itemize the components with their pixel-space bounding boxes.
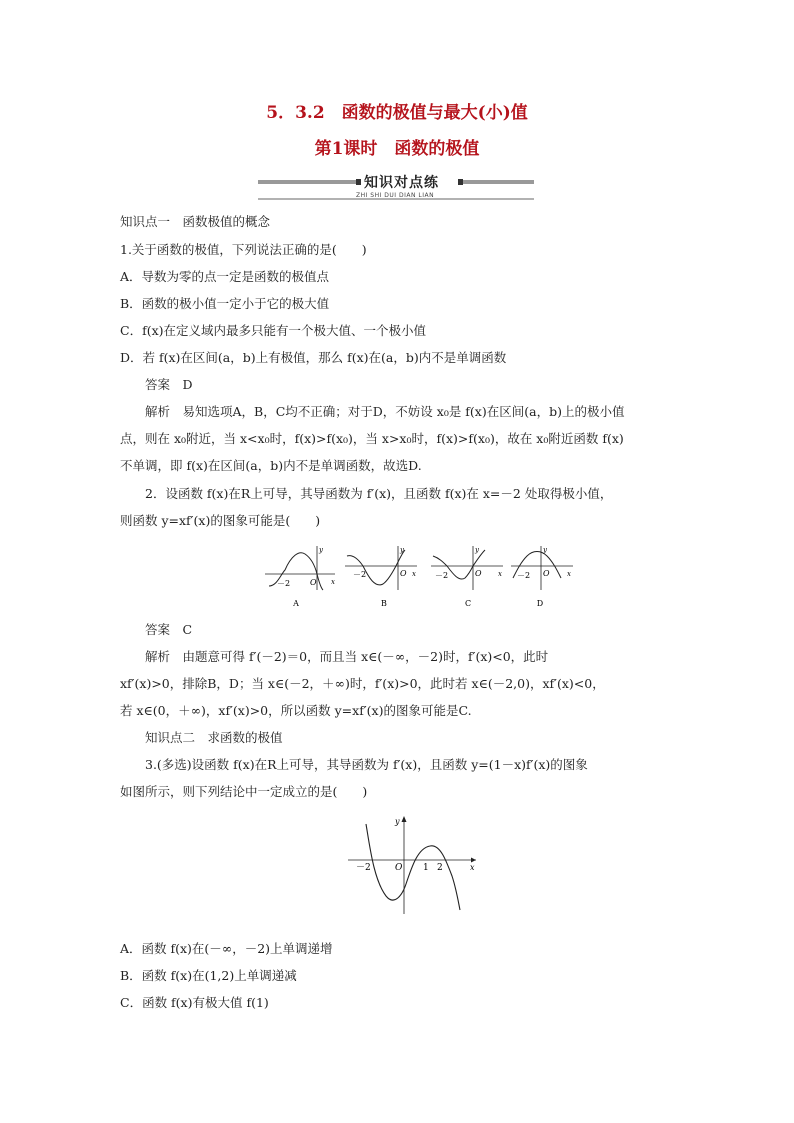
graph-b-origin-label: O bbox=[400, 569, 407, 578]
q3-origin-label: O bbox=[395, 863, 403, 873]
graph-a-x-label: x bbox=[331, 578, 335, 586]
q2-stem-line2: 则函数 y=xf′(x)的图象可能是( ) bbox=[120, 513, 321, 528]
graph-c-x-label: x bbox=[498, 570, 502, 578]
q3-option-b: B．函数 f(x)在(1,2)上单调递减 bbox=[120, 968, 297, 983]
graph-a-origin-label: O bbox=[310, 578, 317, 587]
graph-c bbox=[431, 546, 503, 590]
graph-c-origin-label: O bbox=[475, 569, 482, 578]
graph-a-y-label: y bbox=[319, 546, 323, 554]
knowledge-point-2: 知识点二 求函数的极值 bbox=[145, 730, 283, 745]
q3-one-label: 1 bbox=[423, 863, 429, 873]
graph-b-x-label: x bbox=[412, 570, 416, 578]
graph-b-neg2-label: －2 bbox=[353, 570, 367, 579]
page-subtitle: 第1课时 函数的极值 bbox=[314, 139, 480, 159]
graph-a-neg2-label: －2 bbox=[277, 579, 291, 588]
q3-y-label: y bbox=[395, 817, 400, 826]
q1-answer: 答案 D bbox=[145, 377, 193, 392]
graph-b-caption: B bbox=[381, 599, 387, 608]
graph-c-caption: C bbox=[464, 599, 472, 608]
section-banner bbox=[258, 172, 534, 202]
q1-option-b: B．函数的极小值一定小于它的极大值 bbox=[120, 296, 330, 311]
q1-explanation-line2: 点，则在 x₀附近，当 x<x₀时，f(x)>f(x₀)，当 x>x₀时，f(x)>f(x₀)，故在 x₀附近函数 f(x) bbox=[120, 431, 624, 446]
q1-stem: 1.关于函数的极值，下列说法正确的是( ) bbox=[120, 242, 367, 257]
q2-explanation-line1: 解析 由题意可得 f′(－2)＝0，而且当 x∈(－∞，－2)时，f′(x)<0，此时 bbox=[145, 649, 549, 664]
graph-a-caption: A bbox=[293, 599, 299, 608]
graph-d-neg2-label: －2 bbox=[517, 571, 531, 580]
q1-explanation-line1: 解析 易知选项A，B，C均不正确；对于D，不妨设 x₀是 f(x)在区间(a，b)上的极小值 bbox=[145, 404, 625, 419]
graph-c-neg2-label: －2 bbox=[435, 571, 449, 580]
q3-stem-line1: 3.(多选)设函数 f(x)在R上可导，其导函数为 f′(x)，且函数 y=(1－x)f′(x)的图象 bbox=[145, 757, 588, 772]
graph-a bbox=[265, 546, 335, 590]
page-title: 5．3.2 函数的极值与最大(小)值 bbox=[266, 103, 528, 123]
q1-explanation-line3: 不单调，即 f(x)在区间(a，b)内不是单调函数，故选D. bbox=[120, 458, 422, 473]
q2-stem-line1: 2．设函数 f(x)在R上可导，其导函数为 f′(x)，且函数 f(x)在 x=－2 处取得极小值， bbox=[145, 486, 613, 501]
q1-option-a: A．导数为零的点一定是函数的极值点 bbox=[120, 269, 330, 284]
graph-b-y-label: y bbox=[400, 546, 404, 554]
q3-option-c: C．函数 f(x)有极大值 f(1) bbox=[120, 995, 269, 1010]
q2-explanation-line3: 若 x∈(0，＋∞)，xf′(x)>0，所以函数 y=xf′(x)的图象可能是C. bbox=[120, 703, 472, 718]
graph-d-x-label: x bbox=[567, 570, 571, 578]
q3-stem-line2: 如图所示，则下列结论中一定成立的是( ) bbox=[120, 784, 368, 799]
graph-d bbox=[511, 546, 573, 590]
q2-explanation-line2: xf′(x)>0，排除B，D；当 x∈(－2，＋∞)时，f′(x)>0，此时若 x∈(－2,0)，xf′(x)<0， bbox=[120, 676, 605, 691]
graph-d-y-label: y bbox=[543, 546, 547, 554]
graph-d-caption: D bbox=[536, 599, 544, 608]
graph-d-origin-label: O bbox=[543, 569, 550, 578]
q2-answer: 答案 C bbox=[145, 622, 193, 637]
graph-c-y-label: y bbox=[475, 546, 479, 554]
q3-neg2-label: －2 bbox=[356, 863, 371, 873]
q3-two-label: 2 bbox=[437, 863, 443, 873]
q3-x-label: x bbox=[470, 863, 475, 872]
q1-option-c: C．f(x)在定义域内最多只能有一个极大值、一个极小值 bbox=[120, 323, 426, 338]
q2-option-graphs bbox=[255, 542, 575, 614]
knowledge-point-1: 知识点一 函数极值的概念 bbox=[120, 214, 271, 229]
q3-graph bbox=[340, 810, 490, 920]
graph-b bbox=[345, 546, 417, 590]
q3-option-a: A．函数 f(x)在(－∞，－2)上单调递增 bbox=[120, 941, 333, 956]
banner-title: 知识对点练 bbox=[364, 175, 439, 191]
q1-option-d: D．若 f(x)在区间(a，b)上有极值，那么 f(x)在(a，b)内不是单调函数 bbox=[120, 350, 507, 365]
banner-subtitle: ZHI SHI DUI DIAN LIAN bbox=[356, 192, 435, 199]
